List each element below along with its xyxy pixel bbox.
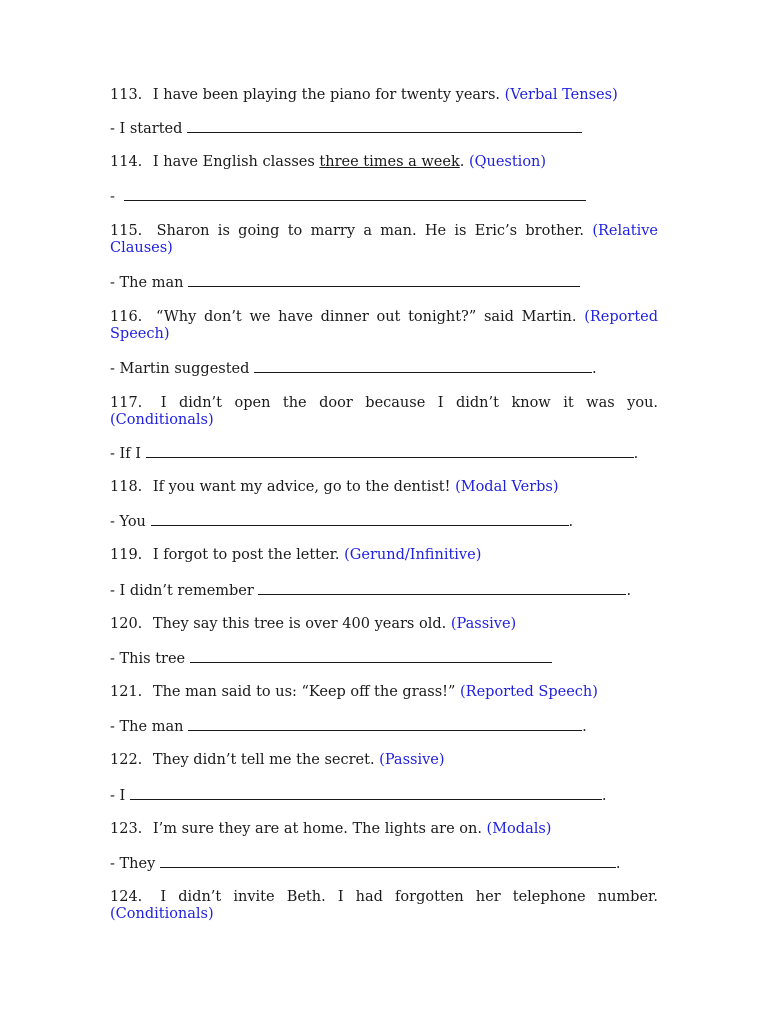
question-text: The man said to us: “Keep off the grass!” (152, 684, 456, 700)
question-number: 121. (110, 684, 143, 700)
answer-prefix: - The man (110, 275, 184, 291)
question-number: 122. (110, 752, 143, 768)
category-label: (Modal Verbs) (455, 479, 559, 495)
answer-prefix: - I (110, 788, 126, 804)
category-label: (Passive) (379, 752, 445, 768)
answer-suffix: . (626, 583, 632, 599)
answer-122 (110, 787, 658, 805)
question-number: 114. (110, 154, 143, 170)
category-label: (Conditionals) (110, 906, 214, 922)
answer-blank[interactable] (124, 188, 586, 201)
underlined-phrase: three times a week (319, 154, 460, 170)
question-number: 115. (110, 223, 143, 239)
question-text: I didn’t invite Beth. I had forgotten her telephone number. (160, 889, 658, 905)
question-text: If you want my advice, go to the dentist! (152, 479, 451, 495)
answer-115 (110, 274, 658, 292)
answer-119 (110, 582, 658, 600)
question-115 (110, 223, 658, 257)
question-113 (110, 87, 658, 104)
answer-prefix: - They (110, 856, 156, 872)
question-118 (110, 479, 658, 496)
question-120 (110, 616, 658, 633)
answer-blank[interactable] (258, 582, 626, 595)
category-label: (Relative Clauses) (110, 223, 659, 256)
question-text: They didn’t tell me the secret. (152, 752, 375, 768)
question-number: 117. (110, 395, 143, 411)
answer-prefix: - Martin suggested (110, 361, 250, 377)
answer-121 (110, 718, 658, 736)
answer-120 (110, 650, 658, 668)
answer-prefix: - This tree (110, 651, 186, 667)
answer-suffix: . (633, 446, 639, 462)
category-label: (Question) (468, 154, 547, 170)
question-number: 119. (110, 547, 143, 563)
question-114 (110, 154, 658, 171)
question-number: 116. (110, 309, 143, 325)
question-number: 113. (110, 87, 143, 103)
question-number: 120. (110, 616, 143, 632)
category-label: (Verbal Tenses) (504, 87, 618, 103)
answer-113 (110, 120, 658, 138)
question-text: I have been playing the piano for twenty years. (152, 87, 501, 103)
answer-suffix: . (592, 361, 597, 377)
answer-blank[interactable] (151, 513, 569, 526)
question-121 (110, 684, 658, 701)
question-number: 124. (110, 889, 143, 905)
category-label: (Reported Speech) (110, 309, 659, 342)
answer-blank[interactable] (160, 855, 616, 868)
question-number: 118. (110, 479, 143, 495)
answer-118 (110, 513, 658, 531)
answer-117 (110, 445, 658, 463)
question-text: I didn’t open the door because I didn’t know it was you. (160, 395, 659, 411)
question-119 (110, 547, 658, 564)
answer-blank[interactable] (187, 120, 582, 133)
category-label: (Modals) (486, 821, 552, 837)
answer-suffix: . (615, 856, 621, 872)
answer-prefix: - I started (110, 121, 183, 137)
category-label: (Gerund/Infinitive) (344, 547, 482, 563)
answer-blank[interactable] (146, 445, 634, 458)
answer-prefix: - (110, 189, 115, 205)
question-text-end: . (459, 154, 465, 170)
answer-116 (110, 360, 658, 378)
answer-blank[interactable] (254, 360, 592, 373)
answer-blank[interactable] (190, 650, 552, 663)
question-number: 123. (110, 821, 143, 837)
question-text: Sharon is going to marry a man. He is Eric’s brother. (156, 223, 585, 239)
answer-prefix: - If I (110, 446, 141, 462)
answer-114 (110, 188, 658, 206)
question-text: I have English classes (152, 154, 315, 170)
answer-blank[interactable] (188, 274, 580, 287)
answer-blank[interactable] (130, 787, 602, 800)
question-text: I forgot to post the letter. (152, 547, 340, 563)
answer-prefix: - The man (110, 719, 184, 735)
category-label: (Passive) (450, 616, 517, 632)
answer-prefix: - You (110, 514, 146, 530)
question-text: “Why don’t we have dinner out tonight?” said Martin. (156, 309, 577, 325)
question-123 (110, 821, 658, 838)
question-116 (110, 309, 658, 343)
answer-suffix: . (601, 788, 607, 804)
answer-suffix: . (568, 514, 574, 530)
question-text: I’m sure they are at home. The lights are on. (152, 821, 482, 837)
answer-blank[interactable] (188, 718, 582, 731)
category-label: (Reported Speech) (460, 684, 598, 700)
question-text: They say this tree is over 400 years old. (152, 616, 447, 632)
answer-suffix: . (582, 719, 587, 735)
category-label: (Conditionals) (110, 412, 214, 428)
question-117 (110, 395, 658, 429)
answer-prefix: - I didn’t remember (110, 583, 254, 599)
question-122 (110, 752, 658, 769)
question-124 (110, 889, 658, 923)
answer-123 (110, 855, 658, 873)
